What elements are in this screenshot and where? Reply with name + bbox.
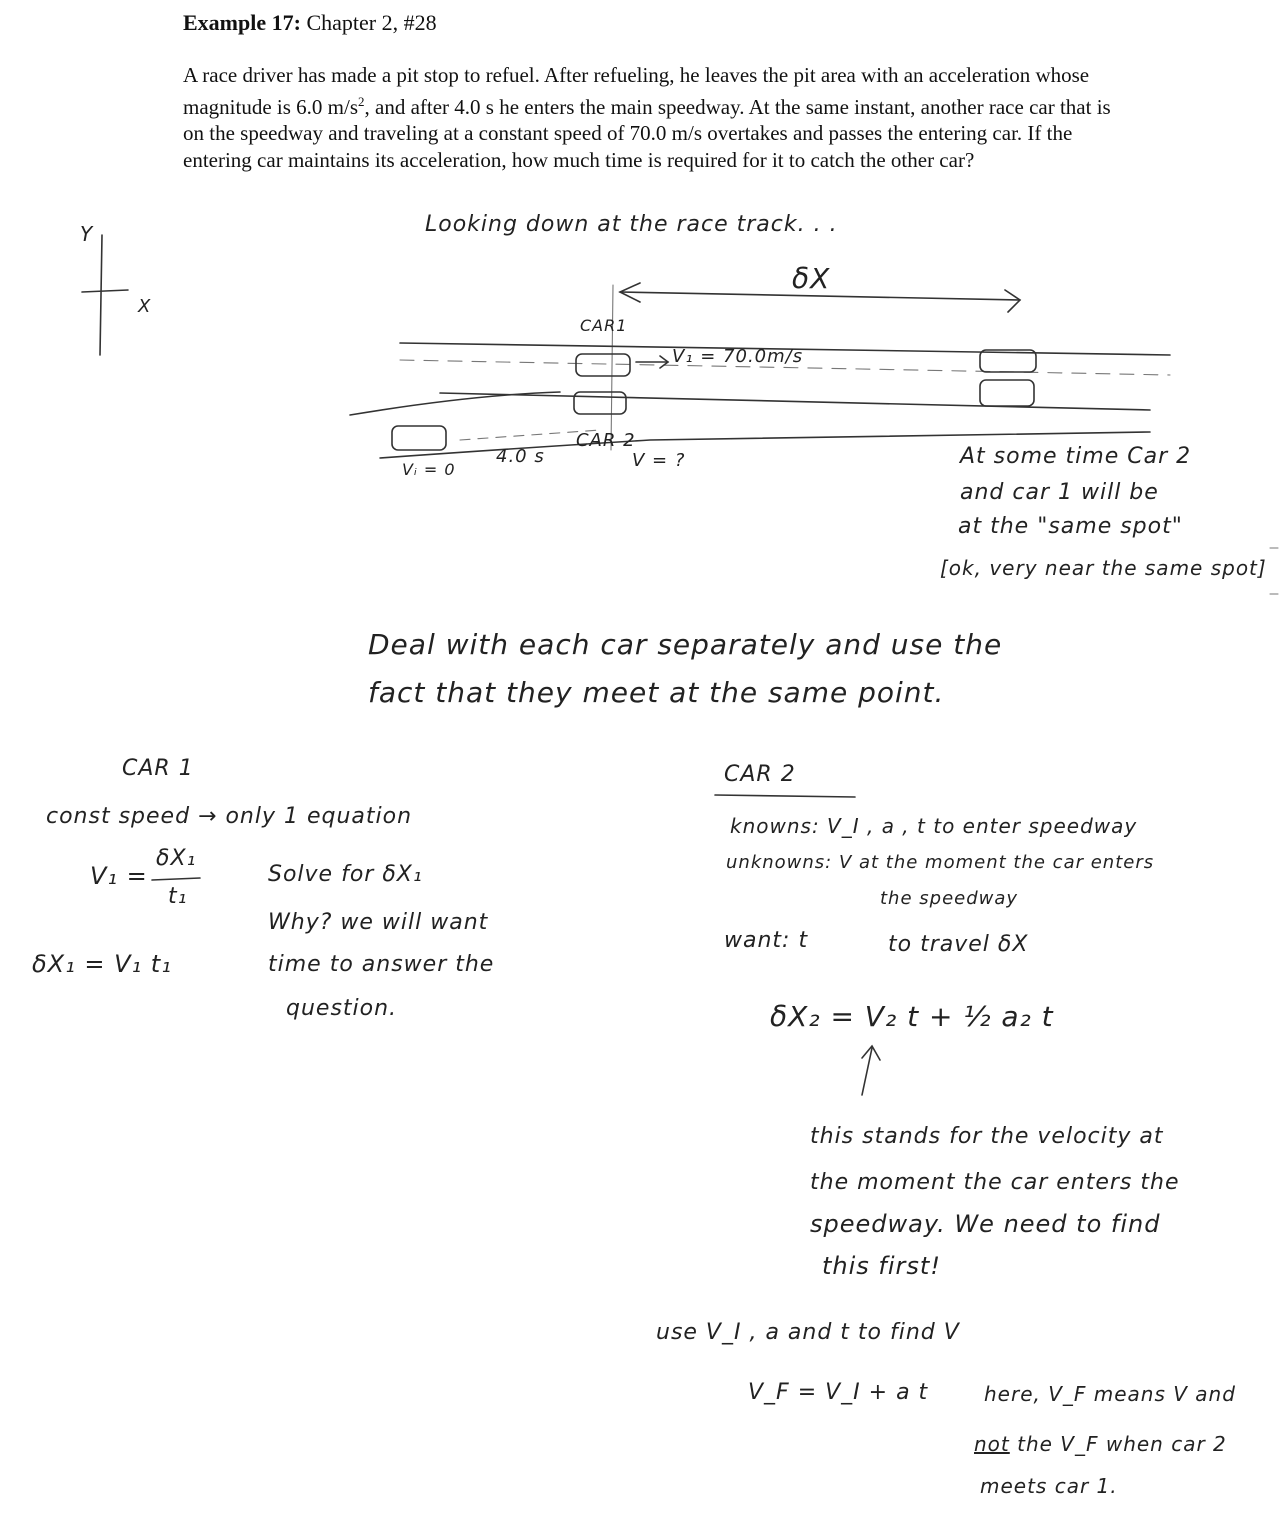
- car2-unknowns-2: the speedway: [880, 888, 1019, 909]
- car1-eq2: δX₁ = V₁ t₁: [32, 950, 172, 978]
- track-edge-bottom: [440, 393, 1150, 410]
- car1-eq1-left: V₁ =: [90, 862, 148, 890]
- car2-arrow-note-2: the moment the car enters the: [810, 1170, 1180, 1195]
- delta-x-arrowhead-right: [1005, 290, 1020, 312]
- car2-vf-equation: V_F = V_I + a t: [748, 1380, 929, 1405]
- car1-note-4: question.: [286, 996, 398, 1021]
- axis-x-label: X: [138, 296, 152, 317]
- time-label: 4.0 s: [496, 446, 545, 467]
- delta-x-label: δX: [792, 262, 831, 295]
- car2-use-line: use V_I , a and t to find V: [656, 1320, 960, 1345]
- car1-label: CAR1: [580, 316, 628, 335]
- example-label: Example 17:: [183, 10, 301, 35]
- car2-knowns: knowns: V_I , a , t to enter speedway: [730, 814, 1138, 838]
- car1-line-1: const speed → only 1 equation: [46, 804, 413, 829]
- car1-velocity: V₁ = 70.0m/s: [672, 346, 804, 367]
- meet-note-4: [ok, very near the same spot]: [940, 556, 1267, 580]
- car1-eq1-num: δX₁: [156, 846, 197, 871]
- diagram-heading: Looking down at the race track. . .: [425, 212, 838, 237]
- car2-label: CAR 2: [576, 430, 636, 451]
- meet-note-1: At some time Car 2: [960, 444, 1192, 469]
- car2-side-note-3: meets car 1.: [980, 1474, 1118, 1498]
- meet-note-2: and car 1 will be: [960, 480, 1159, 505]
- car1-note-1: Solve for δX₁: [268, 862, 423, 887]
- car1-note-3: time to answer the: [268, 952, 495, 977]
- car2-underline: [715, 795, 855, 797]
- car-meet-2: [980, 380, 1034, 406]
- car2-velocity: V = ?: [632, 450, 686, 471]
- meet-note-3: at the "same spot": [958, 514, 1183, 539]
- car2-arrow-note-3: speedway. We need to find: [810, 1210, 1161, 1238]
- problem-text-b: , and after 4.0 s he enters the main speedway. At the same instant, another race car that is on the speedway and traveling at a constant speed of 70.0 m/s overtakes and passes the entering car. If the entering car maintains its acceleration, how much time is required for it to catch the other car?: [183, 94, 1111, 172]
- car2-arrow-note-1: this stands for the velocity at: [810, 1124, 1164, 1149]
- problem-exponent: 2: [358, 93, 365, 109]
- car1-shape: [576, 354, 630, 376]
- car1-eq1-den: t₁: [168, 884, 188, 909]
- problem-text-a: A race driver has made a pit stop to refuel. After refueling, he leaves the pit area with an acceleration whose magnitude is 6.0 m/s: [183, 63, 1090, 119]
- car2-side-note-2: [974, 1432, 1227, 1456]
- x-axis-line: [82, 290, 128, 292]
- fraction-bar: [152, 878, 200, 880]
- initial-velocity-label: Vᵢ = 0: [402, 460, 456, 479]
- car2-want: want: t: [724, 928, 809, 953]
- y-axis-line: [100, 235, 102, 355]
- car2-arrow-note-4: this first!: [822, 1252, 941, 1280]
- car2-equation: δX₂ = V₂ t + ½ a₂ t: [770, 1000, 1054, 1033]
- chapter-ref: Chapter 2, #28: [306, 10, 437, 35]
- car2-side-not: not: [974, 1432, 1010, 1456]
- car2-heading: CAR 2: [724, 762, 796, 787]
- strategy-line-1: Deal with each car separately and use the: [368, 628, 1003, 661]
- car2-want-tail: to travel δX: [888, 932, 1029, 957]
- axis-y-label: Y: [80, 222, 94, 246]
- car2-side-rest: the V_F when car 2: [1009, 1432, 1227, 1456]
- strategy-line-2: fact that they meet at the same point.: [368, 676, 945, 709]
- car2-side-note-1: here, V_F means V and: [984, 1382, 1236, 1406]
- car2-shape: [574, 392, 626, 414]
- pit-car-shape: [392, 426, 446, 450]
- car1-heading: CAR 1: [122, 756, 194, 781]
- car2-unknowns-1: unknowns: V at the moment the car enters: [726, 852, 1155, 873]
- car1-note-2: Why? we will want: [268, 910, 489, 935]
